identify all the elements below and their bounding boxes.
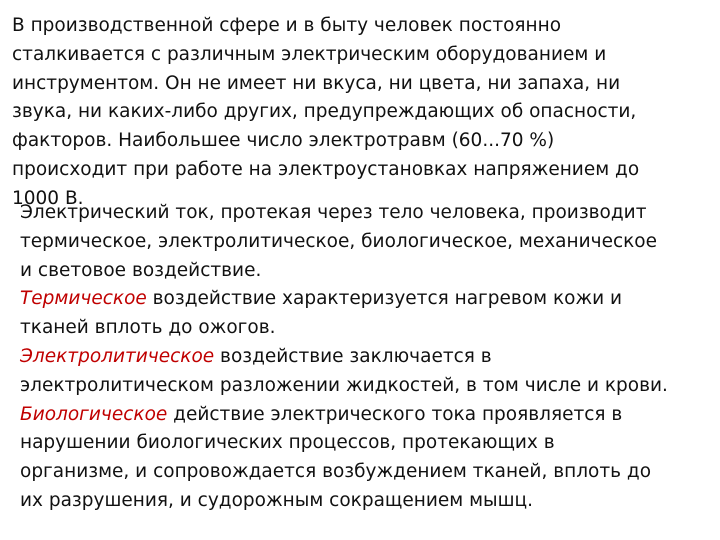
intro-line: звука, ни каких-либо других, предупреждающих об опасности,: [12, 101, 637, 123]
biological-line: их разрушения, и судорожным сокращением мышц.: [20, 489, 534, 511]
biological-line: нарушении биологических процессов, протекающих в: [20, 432, 555, 454]
intro-line: происходит при работе на электроустановках напряжением до: [12, 158, 640, 180]
effects-line: и световое воздействие.: [20, 259, 262, 281]
thermal-term: Термическое: [20, 288, 147, 310]
electrolytic-text: воздействие заключается в: [214, 345, 492, 367]
thermal-text: воздействие характеризуется нагревом кожи и: [146, 288, 623, 310]
intro-paragraph: [12, 12, 712, 214]
biological-term: Биологическое: [20, 403, 168, 425]
intro-line: 1000 В.: [12, 187, 84, 209]
intro-line: инструментом. Он не имеет ни вкуса, ни цвета, ни запаха, ни: [12, 72, 621, 94]
intro-line: В производственной сфере и в быту человек постоянно: [12, 15, 562, 36]
effects-line: Электрический ток, протекая через тело человека, производит: [20, 202, 647, 223]
biological-line: организме, и сопровождается возбуждением тканей, вплоть до: [20, 461, 652, 483]
electrolytic-line: [20, 343, 715, 372]
biological-line: [20, 401, 715, 430]
electrolytic-line: электролитическом разложении жидкостей, в том числе и крови.: [20, 374, 668, 396]
thermal-line: тканей вплоть до ожогов.: [20, 317, 276, 339]
thermal-line: [20, 285, 715, 314]
effects-line: термическое, электролитическое, биологическое, механическое: [20, 230, 657, 252]
intro-line: сталкивается с различным электрическим оборудованием и: [12, 43, 607, 65]
electrolytic-term: Электролитическое: [20, 345, 215, 367]
biological-text: действие электрического тока проявляется в: [167, 403, 623, 425]
effects-paragraph: [20, 199, 715, 516]
intro-line: факторов. Наибольшее число электротравм (60...70 %): [12, 130, 555, 152]
